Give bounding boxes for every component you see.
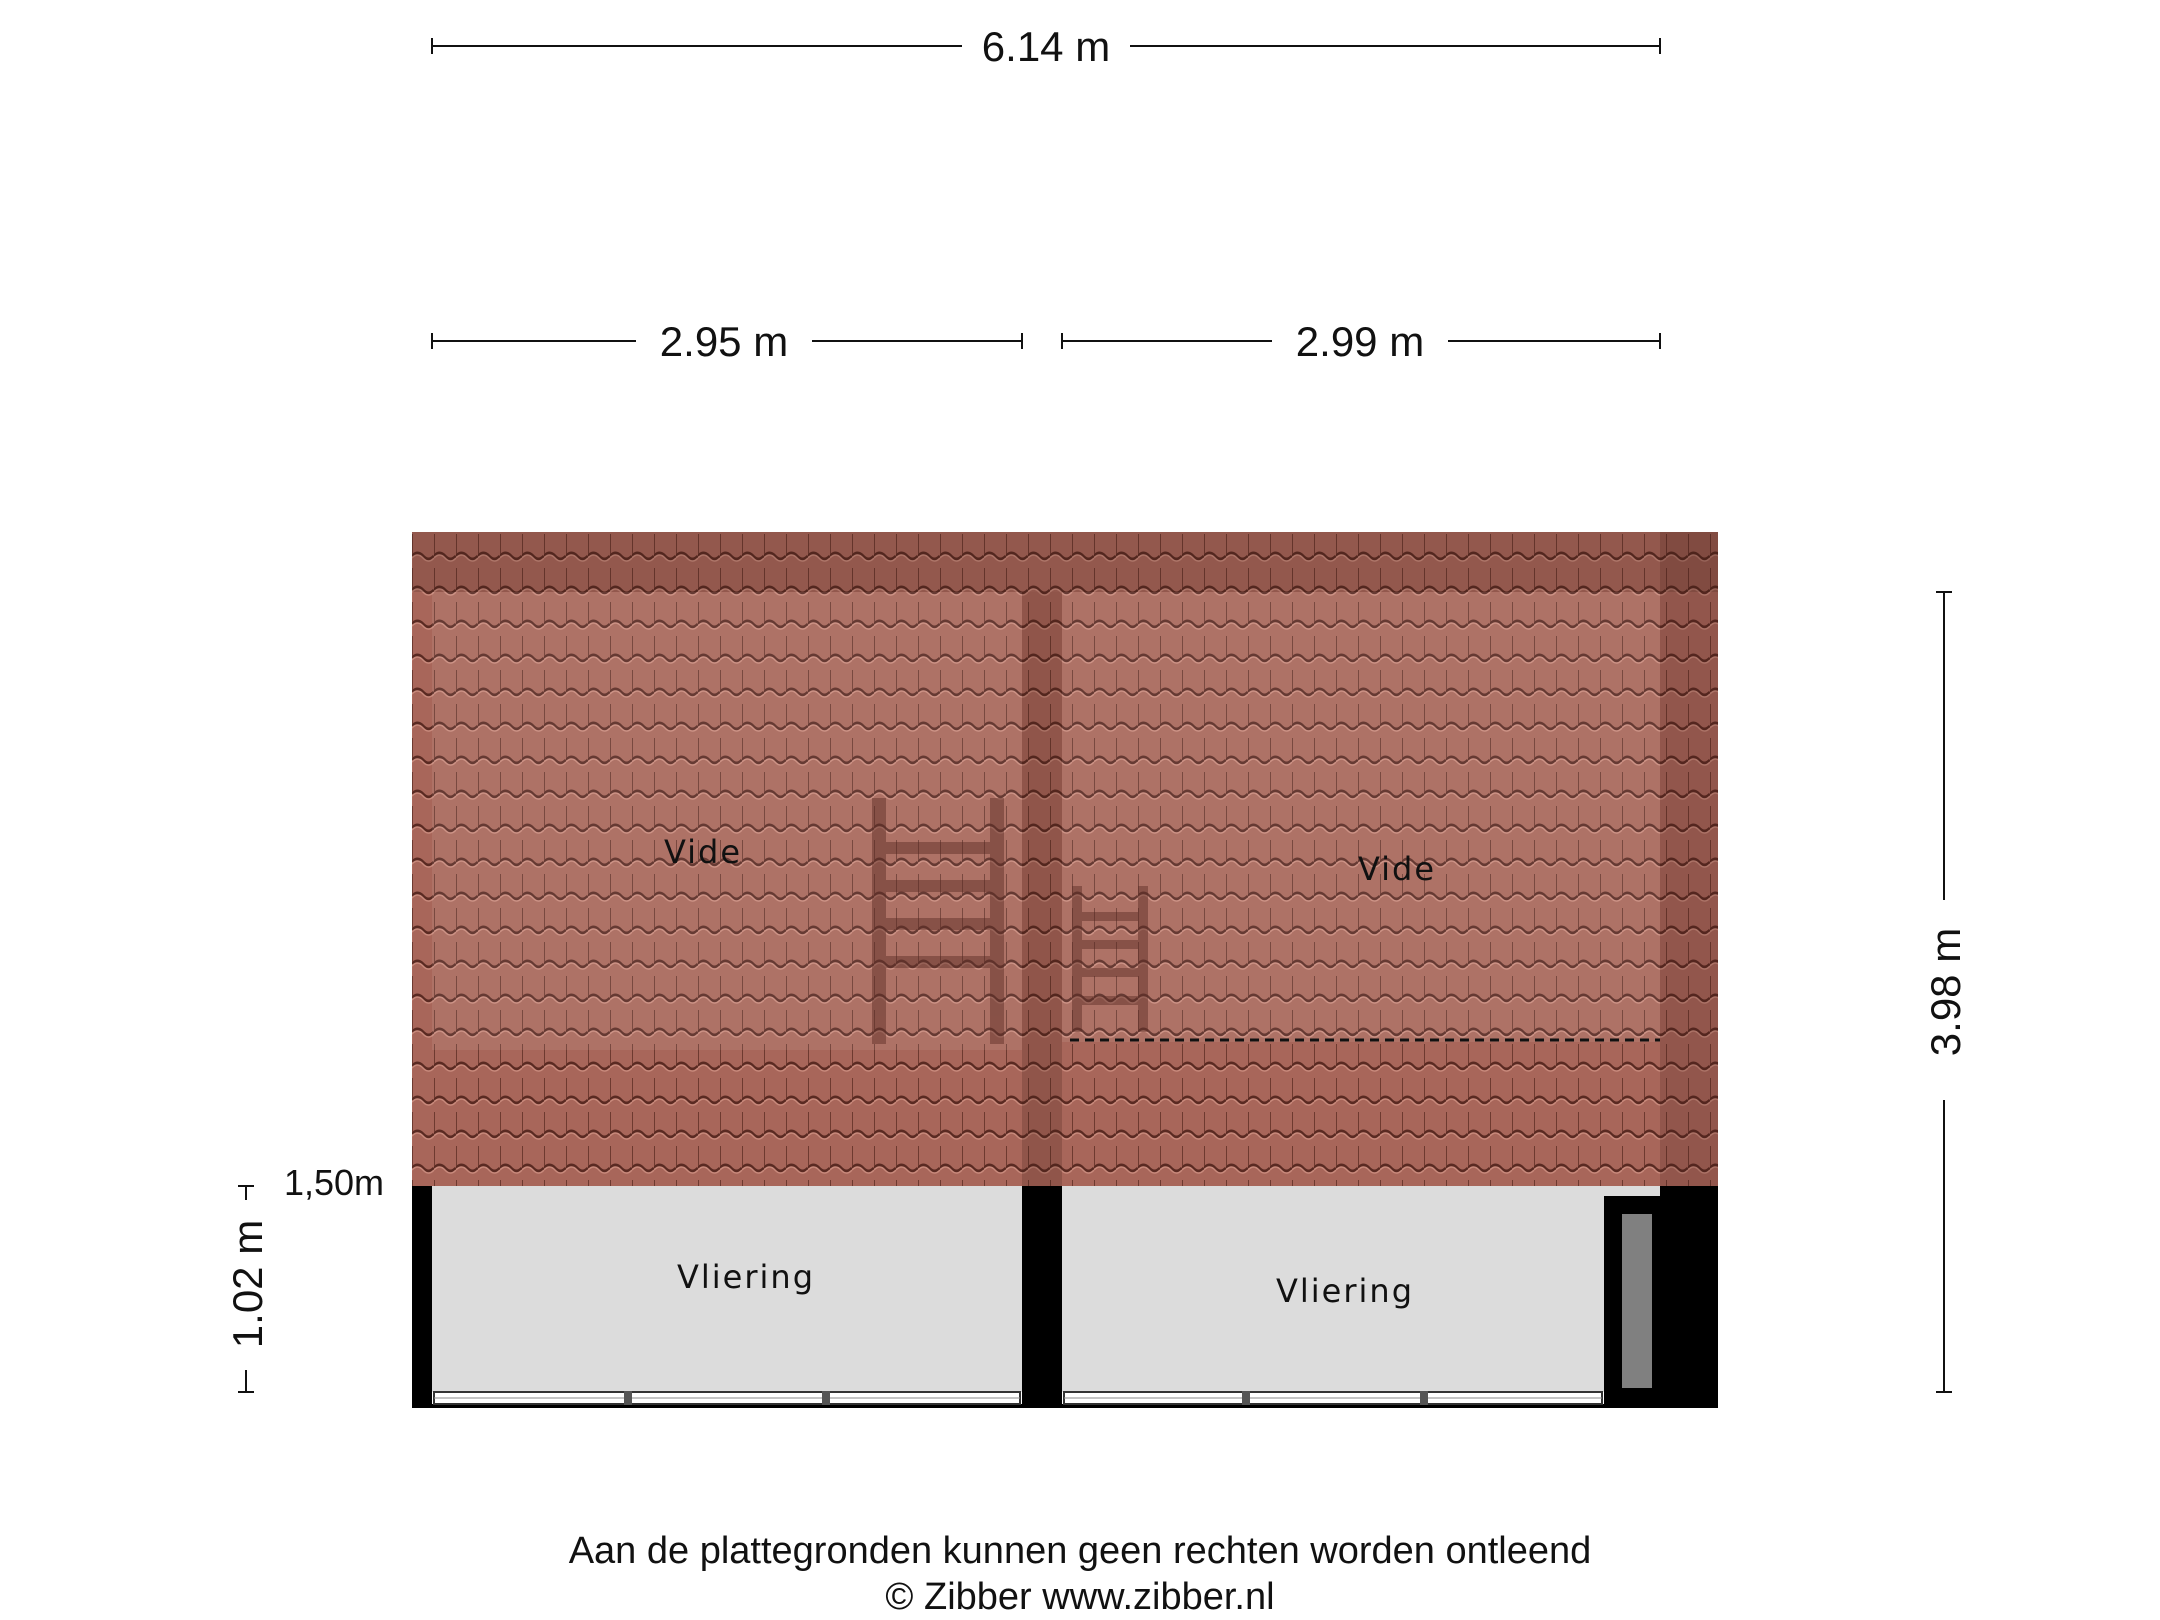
room-label-vliering-left: Vliering — [677, 1258, 815, 1296]
right-width-label: 2.99 m — [1295, 318, 1425, 365]
room-label-vliering-right: Vliering — [1276, 1272, 1414, 1310]
room-label-vide-right: Vide — [1357, 850, 1437, 888]
dimension-left-width — [432, 318, 1022, 365]
dimension-total-depth — [1922, 592, 1969, 1392]
dimension-vliering-depth — [224, 1186, 271, 1392]
left-width-label: 2.95 m — [659, 318, 789, 365]
roof-area — [412, 532, 1718, 1186]
dimension-right-width — [1062, 318, 1660, 365]
windows — [434, 1391, 1602, 1405]
footer-copyright: © Zibber www.zibber.nl — [885, 1576, 1275, 1618]
total-width-label: 6.14 m — [981, 23, 1111, 70]
vliering-depth-label: 1.02 m — [224, 1219, 271, 1349]
footer-disclaimer: Aan de plattegronden kunnen geen rechten worden ontleend — [568, 1530, 1592, 1572]
total-depth-label: 3.98 m — [1922, 927, 1969, 1057]
room-label-vide-left: Vide — [663, 833, 743, 871]
chimney-shaft — [1622, 1214, 1652, 1388]
dimension-total-width — [432, 23, 1660, 70]
height-mark-label: 1,50m — [283, 1162, 385, 1203]
